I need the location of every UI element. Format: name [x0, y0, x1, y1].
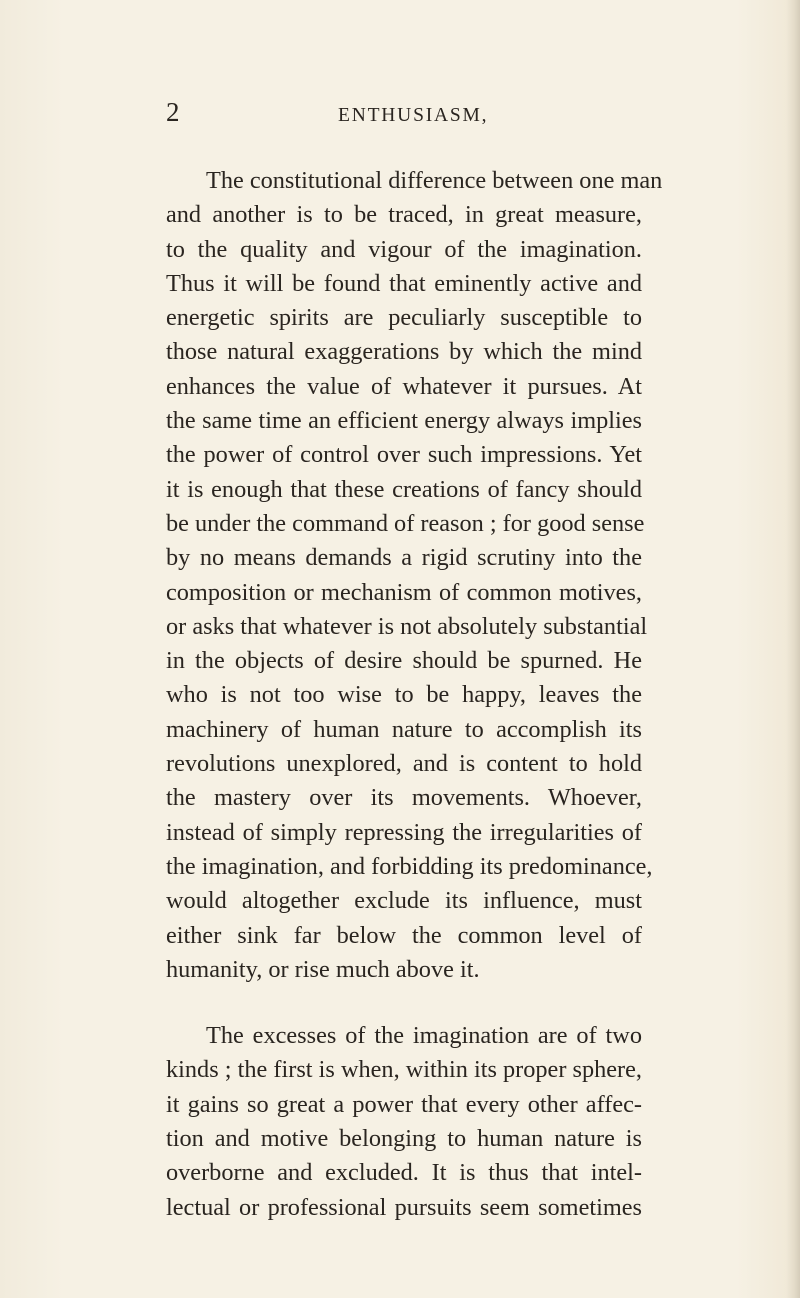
- paragraph-1: [166, 164, 663, 987]
- text-line: would altogether exclude its influence, must: [166, 887, 642, 915]
- text-line: overborne and excluded. It is thus that intel-: [166, 1159, 642, 1187]
- text-line: revolutions unexplored, and is content to hold: [166, 750, 642, 778]
- text-line: by no means demands a rigid scrutiny into the: [166, 544, 642, 572]
- text-line: kinds ; the first is when, within its proper sphere,: [166, 1056, 642, 1084]
- text-line: the mastery over its movements. Whoever,: [166, 784, 642, 812]
- text-line: The constitutional difference between one man: [206, 167, 663, 194]
- text-line: in the objects of desire should be spurned. He: [166, 647, 642, 675]
- text-line: machinery of human nature to accomplish its: [166, 715, 642, 743]
- text-line: and another is to be traced, in great measure,: [166, 201, 642, 229]
- text-line: those natural exaggerations by which the mind: [166, 338, 642, 366]
- text-line: composition or mechanism of common motives,: [166, 578, 642, 606]
- paragraph-2: [166, 1019, 642, 1225]
- body-text: [166, 164, 663, 1225]
- text-line: Thus it will be found that eminently active and: [166, 269, 642, 297]
- text-line: it is enough that these creations of fancy should: [166, 475, 642, 503]
- text-line: enhances the value of whatever it pursues. At: [166, 372, 642, 400]
- text-line: energetic spirits are peculiarly susceptible to: [166, 304, 642, 332]
- text-line: humanity, or rise much above it.: [166, 955, 480, 983]
- page-number: 2: [166, 97, 180, 127]
- text-line: who is not too wise to be happy, leaves the: [166, 681, 642, 709]
- text-line: to the quality and vigour of the imagination.: [166, 235, 642, 263]
- text-line: the power of control over such impressions. Yet: [166, 441, 642, 469]
- text-line: or asks that whatever is not absolutely substantial: [166, 612, 648, 640]
- text-line: tion and motive belonging to human nature is: [166, 1125, 642, 1153]
- text-line: be under the command of reason ; for good sense: [166, 509, 645, 537]
- page-edge-shadow: [786, 0, 800, 1298]
- paragraph-spacer: [166, 987, 642, 1019]
- text-line: the imagination, and forbidding its predominance,: [166, 852, 653, 880]
- text-line: either sink far below the common level of: [166, 921, 642, 949]
- text-line: lectual or professional pursuits seem sometimes: [166, 1193, 642, 1221]
- text-line: The excesses of the imagination are of two: [206, 1022, 642, 1050]
- running-head: ENTHUSIASM,: [338, 105, 489, 126]
- text-line: the same time an efficient energy always implies: [166, 407, 642, 435]
- text-line: instead of simply repressing the irregularities of: [166, 818, 642, 846]
- text-line: it gains so great a power that every other affec-: [166, 1090, 642, 1118]
